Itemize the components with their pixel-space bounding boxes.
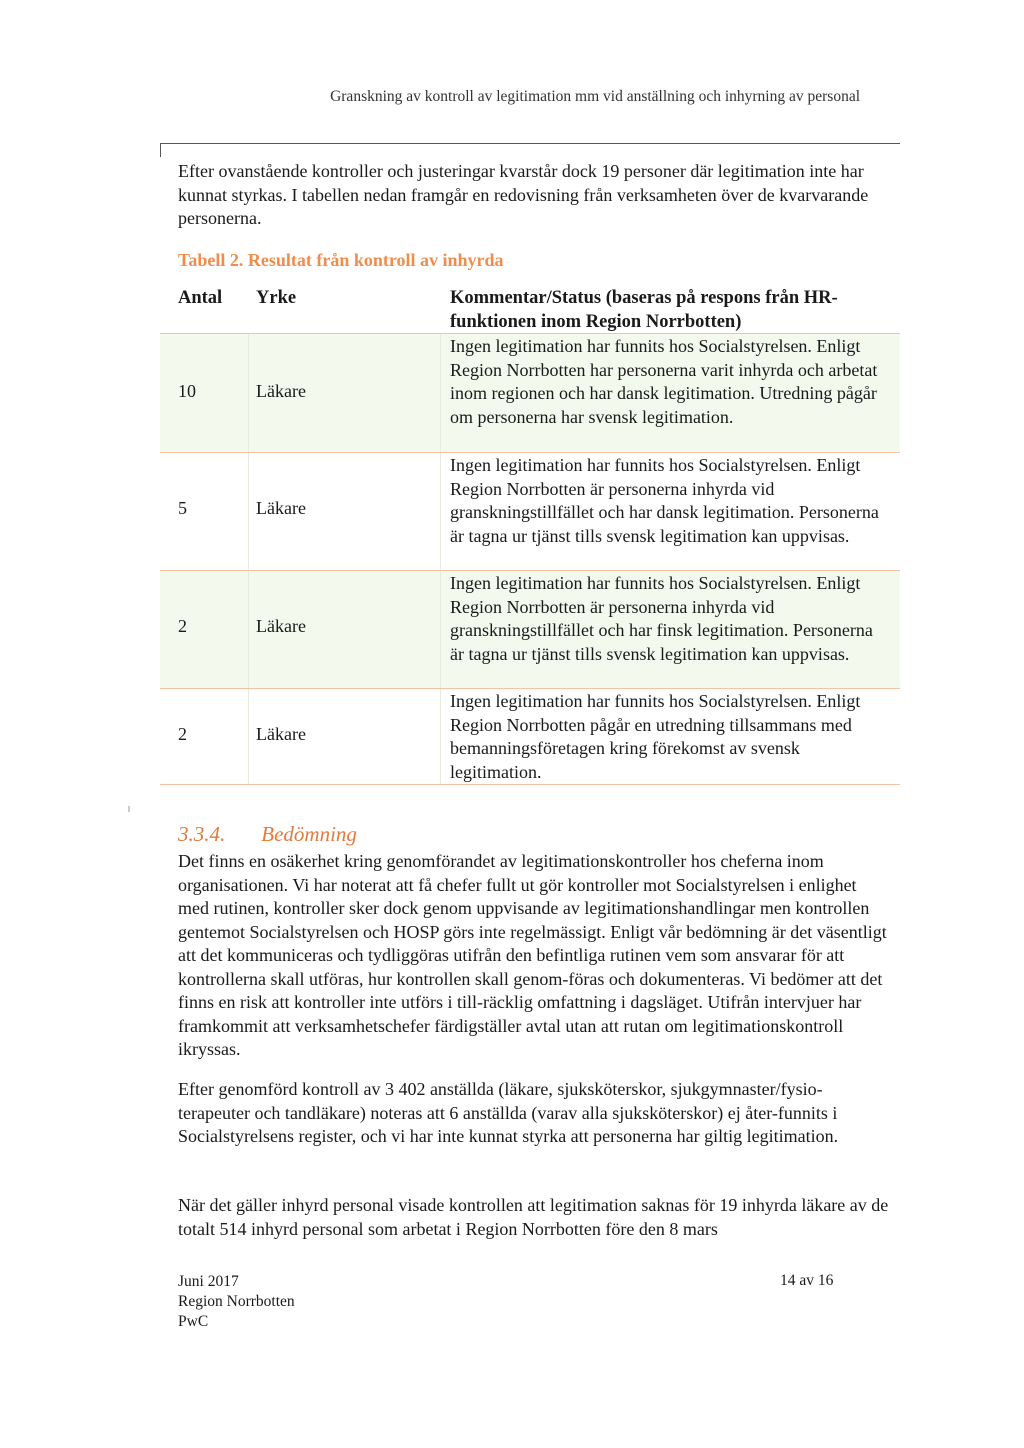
section-number: 3.3.4. <box>178 822 226 846</box>
results-table <box>160 286 900 785</box>
cell-kommentar: Ingen legitimation har funnits hos Socialstyrelsen. Enligt Region Norrbotten är personerna inhyrda vid granskningstillfället och har dansk legitimation. Personerna är tagna ur tjänst tills svensk legitimation kan uppvisas. <box>450 455 879 546</box>
column-divider <box>440 571 441 688</box>
cell-yrke: Läkare <box>256 724 306 744</box>
column-divider <box>440 689 441 784</box>
cell-yrke: Läkare <box>256 381 306 401</box>
cell-yrke: Läkare <box>256 498 306 518</box>
footer-firm: PwC <box>178 1313 209 1330</box>
header-antal: Antal <box>178 288 223 308</box>
body-paragraph: När det gäller inhyrd personal visade kontrollen att legitimation saknas för 19 inhyrda läkare av de totalt 514 inhyrd personal som arbetat i Region Norrbotten före den 8 mars <box>178 1195 889 1239</box>
header-rule <box>160 143 900 144</box>
column-divider <box>440 334 441 452</box>
header-kommentar: Kommentar/Status (baseras på respons från HR-funktionen inom Region Norrbotten) <box>450 288 838 332</box>
cell-kommentar: Ingen legitimation har funnits hos Socialstyrelsen. Enligt Region Norrbotten har personerna varit inhyrda och arbetat inom regionen och har dansk legitimation. Utredning pågår om personerna har svensk legitimation. <box>450 336 878 427</box>
column-divider <box>248 334 249 452</box>
footer-date: Juni 2017 <box>178 1273 239 1290</box>
table-row <box>160 689 900 785</box>
intro-paragraph: Efter ovanstående kontroller och justeringar kvarstår dock 19 personer där legitimation inte har kunnat styrkas. I tabellen nedan framgår en redovisning från verksamheten över de kvarvarande personerna. <box>178 161 869 228</box>
cell-antal: 2 <box>178 724 187 744</box>
table-row <box>160 571 900 689</box>
section-title: Bedömning <box>261 822 357 846</box>
table-caption: Tabell 2. Resultat från kontroll av inhyrda <box>178 250 504 270</box>
running-header: Granskning av kontroll av legitimation mm vid anställning och inhyrning av personal <box>330 88 860 105</box>
cell-antal: 2 <box>178 616 187 636</box>
cell-kommentar: Ingen legitimation har funnits hos Socialstyrelsen. Enligt Region Norrbotten pågår en utredning tillsammans med bemanningsföretagen kring förekomst av svensk legitimation. <box>450 691 861 782</box>
table-row <box>160 334 900 453</box>
cell-kommentar: Ingen legitimation har funnits hos Socialstyrelsen. Enligt Region Norrbotten är personerna inhyrda vid granskningstillfället och har finsk legitimation. Personerna är tagna ur tjänst tills svensk legitimation kan uppvisas. <box>450 573 873 664</box>
body-paragraph: Efter genomförd kontroll av 3 402 anställda (läkare, sjuksköterskor, sjukgymnaster/fysio-terapeuter och tandläkare) noteras att 6 anställda (varav alla sjuksköterskor) ej åter-funnits i Socialstyrelsens register, och vi har inte kunnat styrka att personerna har giltig legitimation. <box>178 1079 839 1146</box>
body-paragraph: Det finns en osäkerhet kring genomförandet av legitimationskontroller hos cheferna inom organisationen. Vi har noterat att få chefer fullt ut gör kontroller mot Socialstyrelsen i enlighet med rutinen, kontroller sker dock genom uppvisande av legitimationshandlingar men kontrollen gentemot Socialstyrelsen och HOSP görs inte regelmässigt. Enligt vår bedömning är det väsentligt att det kommuniceras och tydliggöras utifrån den befintliga rutinen vem som ansvarar för att kontrollerna skall utföras, hur kontrollen skall genom-föras och dokumenteras. Vi bedömer att det finns en risk att kontroller inte utförs i till-räcklig omfattning i dagsläget. Utifrån intervjuer har framkommit att verksamhetschefer färdigställer avtal utan att rutan om legitimationskontroll ikryssas. <box>178 851 887 1059</box>
column-divider <box>248 571 249 688</box>
header-yrke: Yrke <box>256 288 297 308</box>
cell-yrke: Läkare <box>256 616 306 636</box>
section-heading <box>178 822 357 847</box>
column-divider <box>248 453 249 570</box>
header-rule-tick <box>160 143 161 157</box>
column-divider <box>440 453 441 570</box>
footer-org: Region Norrbotten <box>178 1293 295 1310</box>
scan-mark <box>128 806 130 812</box>
table-header <box>160 286 900 334</box>
page-number: 14 av 16 <box>780 1272 834 1289</box>
table-row <box>160 453 900 571</box>
footer <box>178 1272 295 1332</box>
cell-antal: 5 <box>178 498 187 518</box>
column-divider <box>248 689 249 784</box>
cell-antal: 10 <box>178 381 196 401</box>
